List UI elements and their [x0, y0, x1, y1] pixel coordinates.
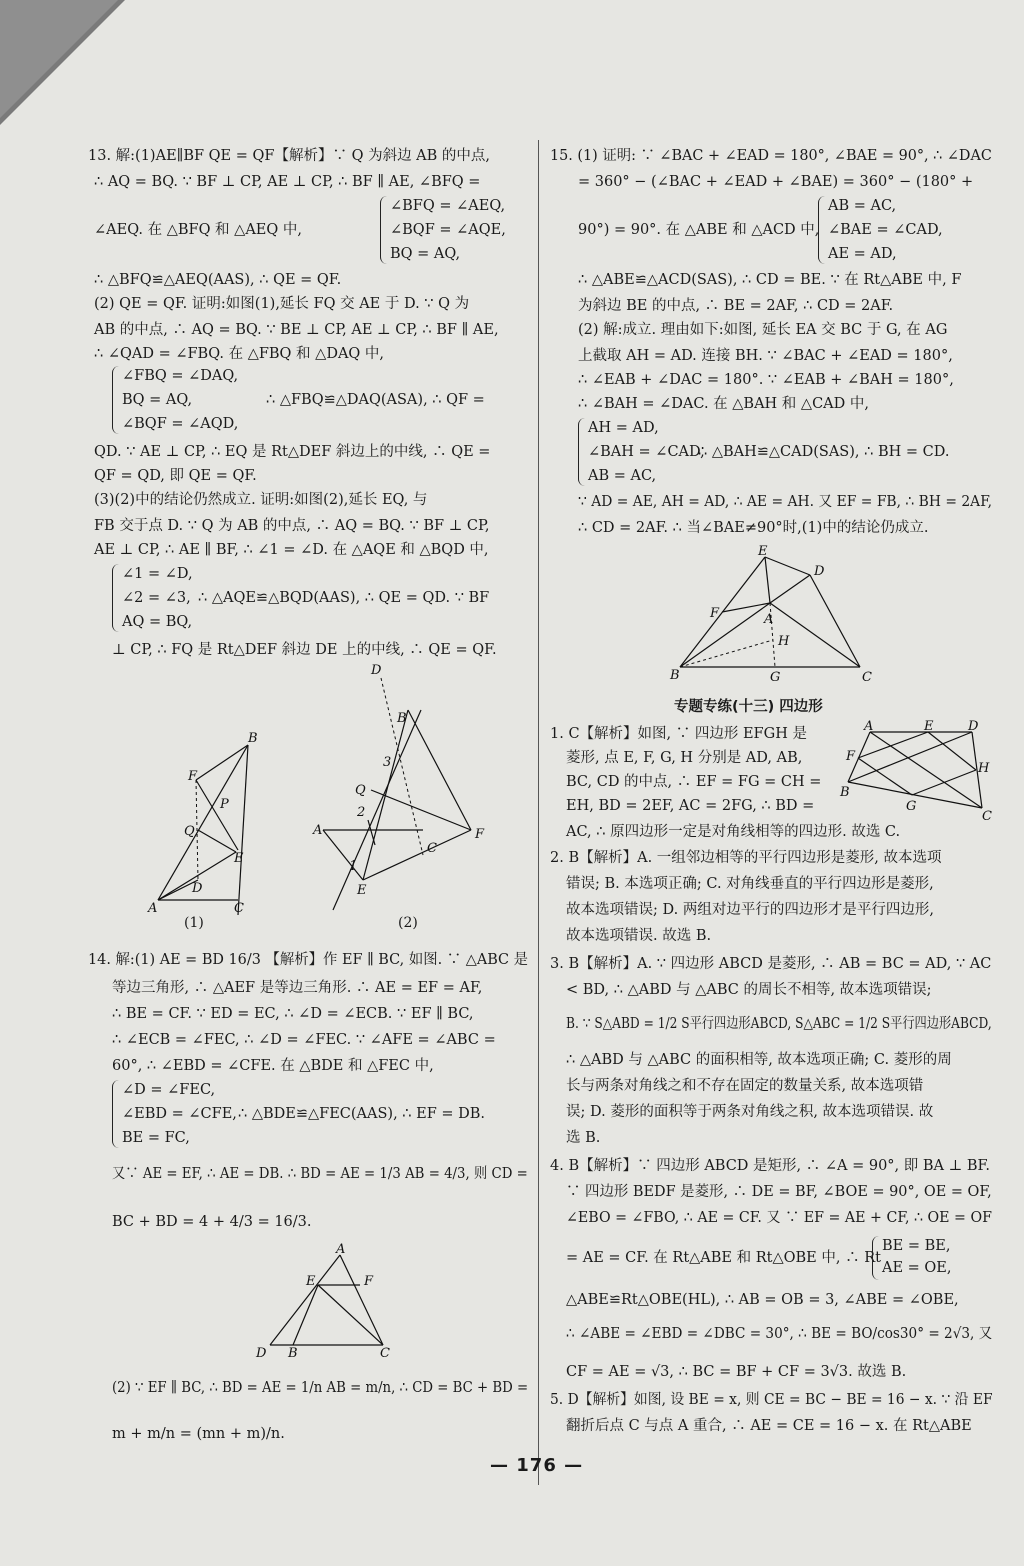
text-line: 1. C【解析】如图, ∵ 四边形 EFGH 是: [550, 726, 807, 742]
text-line: ∴ △ABE≌△ACD(SAS), ∴ CD = BE. ∵ 在 Rt△ABE 中, F: [578, 272, 962, 288]
svg-text:A: A: [148, 901, 158, 916]
brace-row: AB = AC,: [828, 198, 897, 214]
text-line: ∴ ∠QAD = ∠FBQ. 在 △FBQ 和 △DAQ 中,: [94, 346, 385, 362]
text-line: 5. D【解析】如图, 设 BE = x, 则 CE = BC − BE = 16 − x. ∵ 沿 EF: [550, 1392, 993, 1408]
text-line: (3)(2)中的结论仍然成立. 证明:如图(2),延长 EQ, 与: [94, 492, 428, 508]
text-line: ∴ BE = CF. ∵ ED = EC, ∴ ∠D = ∠ECB. ∵ EF ∥ BC,: [112, 1006, 474, 1022]
text-line: 4. B【解析】∵ 四边形 ABCD 是矩形, ∴ ∠A = 90°, 即 BA ⊥ BF.: [550, 1158, 990, 1174]
text-line: B. ∵ S△ABD = 1/2 S平行四边形ABCD, S△ABC = 1/2 S平行四边形ABCD,: [566, 1016, 992, 1032]
text-line: ∴ △ABD 与 △ABC 的面积相等, 故本选项正确; C. 菱形的周: [566, 1052, 952, 1068]
text-line: 上截取 AH = AD. 连接 BH. ∵ ∠BAC + ∠EAD = 180°,: [578, 348, 953, 364]
text-line: ∴ AQ = BQ. ∵ BF ⊥ CP, AE ⊥ CP, ∴ BF ∥ AE, ∠BFQ =: [94, 174, 481, 190]
svg-text:A: A: [764, 612, 774, 627]
svg-text:A: A: [864, 719, 874, 734]
text-line: = AE = CF. 在 Rt△ABE 和 Rt△OBE 中, ∴ Rt: [566, 1250, 881, 1266]
svg-text:C: C: [427, 841, 437, 856]
svg-text:B: B: [248, 731, 258, 746]
svg-text:1: 1: [349, 859, 358, 874]
text-line: 14. 解:(1) AE = BD 16/3 【解析】作 EF ∥ BC, 如图. ∵ △ABC 是: [88, 952, 529, 968]
svg-text:D: D: [192, 881, 203, 896]
text-line: 等边三角形, ∴ △AEF 是等边三角形. ∴ AE = EF = AF,: [112, 980, 483, 996]
equation-system: [818, 196, 968, 268]
svg-text:C: C: [380, 1346, 390, 1361]
text-line: = 360° − (∠BAC + ∠EAD + ∠BAE) = 360° − (180° +: [578, 174, 974, 190]
text-line: 13. 解:(1)AE∥BF QE = QF【解析】∵ Q 为斜边 AB 的中点,: [88, 148, 491, 164]
svg-text:G: G: [770, 670, 781, 685]
text-line: m + m/n = (mn + m)/n.: [112, 1426, 285, 1442]
text-line: ∴ △AQE≌△BQD(AAS), ∴ QE = QD. ∵ BF: [198, 590, 490, 606]
text-line: QD. ∵ AE ⊥ CP, ∴ EQ 是 Rt△DEF 斜边上的中线, ∴ QE =: [94, 444, 491, 460]
svg-text:F: F: [710, 606, 720, 621]
brace-row: ∠D = ∠FEC,: [122, 1082, 216, 1098]
svg-text:C: C: [982, 809, 992, 824]
brace-row: ∠BAE = ∠CAD,: [828, 222, 943, 238]
text-line: EH, BD = 2EF, AC = 2FG, ∴ BD =: [566, 798, 815, 814]
svg-text:B: B: [288, 1346, 298, 1361]
brace-row: AH = AD,: [588, 420, 659, 436]
text-line: ∠EBO = ∠FBO, ∴ AE = CF. 又 ∵ EF = AE + CF, ∴ OE = OF: [566, 1210, 992, 1226]
text-line: 2. B【解析】A. 一组邻边相等的平行四边形是菱形, 故本选项: [550, 850, 942, 866]
figure-1: [148, 731, 328, 920]
text-line: 90°) = 90°. 在 △ABE 和 △ACD 中,: [578, 222, 820, 238]
svg-text:E: E: [306, 1274, 316, 1289]
text-line: 翻折后点 C 与点 A 重合, ∴ AE = CE = 16 − x. 在 Rt△ABE: [566, 1418, 972, 1434]
brace-row: ∠BAH = ∠CAD,: [588, 444, 705, 460]
text-line: AE ⊥ CP, ∴ AE ∥ BF, ∴ ∠1 = ∠D. 在 △AQE 和 △BQD 中,: [94, 542, 489, 558]
text-line: 选 B.: [566, 1130, 601, 1146]
figure-2-caption: (2): [398, 915, 418, 931]
svg-text:A: A: [313, 823, 323, 838]
text-line: 又∵ AE = EF, ∴ AE = DB. ∴ BD = AE = 1/3 AB = 4/3, 则 CD =: [112, 1166, 528, 1182]
svg-text:E: E: [924, 719, 934, 734]
text-line: BC + BD = 4 + 4/3 = 16/3.: [112, 1214, 312, 1230]
svg-text:3: 3: [383, 755, 392, 770]
svg-text:D: D: [968, 719, 979, 734]
brace-row: AE = AD,: [828, 246, 897, 262]
text-line: (2) ∵ EF ∥ BC, ∴ BD = AE = 1/n AB = m/n, ∴ CD = BC + BD =: [112, 1380, 529, 1396]
svg-text:P: P: [220, 797, 229, 812]
text-line: < BD, ∴ △ABD 与 △ABC 的周长不相等, 故本选项错误;: [566, 982, 932, 998]
text-line: 3. B【解析】A. ∵ 四边形 ABCD 是菱形, ∴ AB = BC = AD, ∵ AC: [550, 956, 992, 972]
brace-row: AB = AC,: [588, 468, 657, 484]
text-line: BC, CD 的中点, ∴ EF = FG = CH =: [566, 774, 822, 790]
svg-text:Q: Q: [355, 783, 366, 798]
text-line: △ABE≌Rt△OBE(HL), ∴ AB = OB = 3, ∠ABE = ∠OBE,: [566, 1292, 959, 1308]
equation-system: [112, 366, 262, 438]
text-line: (2) 解:成立. 理由如下:如图, 延长 EA 交 BC 于 G, 在 AG: [578, 322, 948, 338]
figure-1-caption: (1): [184, 915, 204, 931]
text-line: FB 交于点 D. ∵ Q 为 AB 的中点, ∴ AQ = BQ. ∵ BF ⊥ CP,: [94, 518, 490, 534]
text-line: 60°, ∴ ∠EBD = ∠CFE. 在 △BDE 和 △FEC 中,: [112, 1058, 434, 1074]
svg-text:E: E: [234, 851, 244, 866]
brace-row: ∠1 = ∠D,: [122, 566, 193, 582]
text-line: 错误; B. 本选项正确; C. 对角线垂直的平行四边形是菱形,: [566, 876, 934, 892]
svg-text:B: B: [670, 668, 680, 683]
svg-text:A: A: [336, 1242, 346, 1257]
figure-2: [313, 663, 493, 910]
svg-text:F: F: [188, 769, 198, 784]
svg-text:C: C: [862, 670, 872, 685]
text-line: 故本选项错误. 故选 B.: [566, 928, 712, 944]
text-line: ∵ AD = AE, AH = AD, ∴ AE = AH. 又 EF = FB, ∴ BH = 2AF,: [578, 494, 993, 510]
text-line: 为斜边 BE 的中点, ∴ BE = 2AF, ∴ CD = 2AF.: [578, 298, 894, 314]
text-line: ∴ △BDE≌△FEC(AAS), ∴ EF = DB.: [238, 1106, 486, 1122]
brace-row: ∠BFQ = ∠AEQ,: [390, 198, 506, 214]
brace-row: BE = BE,: [882, 1238, 951, 1254]
text-line: ∠AEQ. 在 △BFQ 和 △AEQ 中,: [94, 222, 302, 238]
svg-text:D: D: [371, 663, 382, 678]
brace-row: ∠FBQ = ∠DAQ,: [122, 368, 239, 384]
figure-triangle: [248, 1242, 398, 1361]
svg-text:D: D: [256, 1346, 267, 1361]
text-line: ∴ △BAH≌△CAD(SAS), ∴ BH = CD.: [698, 444, 950, 460]
page-number: — 176 —: [490, 1455, 584, 1476]
svg-text:F: F: [364, 1274, 374, 1289]
text-line: ∵ 四边形 BEDF 是菱形, ∴ DE = BF, ∠BOE = 90°, OE = OF,: [566, 1184, 992, 1200]
brace-row: ∠2 = ∠3,: [122, 590, 191, 606]
text-line: (2) QE = QF. 证明:如图(1),延长 FQ 交 AE 于 D. ∵ Q 为: [94, 296, 470, 312]
text-line: ∴ ∠ABE = ∠EBD = ∠DBC = 30°, ∴ BE = BO/cos30° = 2√3, 又: [566, 1326, 993, 1342]
svg-text:B: B: [397, 711, 407, 726]
brace-row: ∠BQF = ∠AQD,: [122, 416, 239, 432]
brace-row: AE = OE,: [882, 1260, 952, 1276]
svg-text:2: 2: [357, 805, 366, 820]
text-line: ∴ △FBQ≌△DAQ(ASA), ∴ QF =: [266, 392, 485, 408]
brace-row: ∠EBD = ∠CFE,: [122, 1106, 237, 1122]
text-line: QF = QD, 即 QE = QF.: [94, 468, 257, 484]
svg-text:D: D: [814, 564, 825, 579]
text-line: ∴ CD = 2AF. ∴ 当∠BAE≠90°时,(1)中的结论仍成立.: [578, 520, 929, 536]
text-line: 故本选项错误; D. 两组对边平行的四边形才是平行四边形,: [566, 902, 934, 918]
svg-text:C: C: [234, 901, 244, 916]
figure-15: [670, 545, 890, 685]
svg-text:F: F: [846, 749, 856, 764]
brace-row: BQ = AQ,: [122, 392, 193, 408]
text-line: 菱形, 点 E, F, G, H 分别是 AD, AB,: [566, 750, 803, 766]
text-line: ∴ ∠ECB = ∠FEC, ∴ ∠D = ∠FEC. ∵ ∠AFE = ∠ABC =: [112, 1032, 496, 1048]
column-divider: [538, 140, 539, 1485]
equation-system: [872, 1236, 972, 1284]
text-line: ∴ ∠BAH = ∠DAC. 在 △BAH 和 △CAD 中,: [578, 396, 869, 412]
figure-efgh: [840, 719, 992, 824]
text-line: ⊥ CP, ∴ FQ 是 Rt△DEF 斜边 DE 上的中线, ∴ QE = QF.: [112, 642, 497, 658]
svg-text:Q: Q: [184, 824, 195, 839]
equation-system: [380, 196, 530, 268]
text-line: 15. (1) 证明: ∵ ∠BAC + ∠EAD = 180°, ∠BAE = 90°, ∴ ∠DAC: [550, 148, 992, 164]
text-line: AB 的中点, ∴ AQ = BQ. ∵ BE ⊥ CP, AE ⊥ CP, ∴ BF ∥ AE,: [94, 322, 499, 338]
svg-text:F: F: [475, 827, 485, 842]
brace-row: BQ = AQ,: [390, 246, 461, 262]
brace-row: BE = FC,: [122, 1130, 190, 1146]
text-line: CF = AE = √3, ∴ BC = BF + CF = 3√3. 故选 B.: [566, 1364, 907, 1380]
svg-text:G: G: [906, 799, 917, 814]
text-line: AC, ∴ 原四边形一定是对角线相等的四边形. 故选 C.: [566, 824, 901, 840]
text-line: 误; D. 菱形的面积等于两条对角线之积, 故本选项错误. 故: [566, 1104, 934, 1120]
svg-text:H: H: [778, 634, 790, 649]
brace-row: ∠BQF = ∠AQE,: [390, 222, 506, 238]
svg-text:B: B: [840, 785, 850, 800]
text-line: ∴ △BFQ≌△AEQ(AAS), ∴ QE = QF.: [94, 272, 342, 288]
section-title: 专题专练(十三) 四边形: [674, 699, 823, 715]
brace-row: AQ = BQ,: [122, 614, 193, 630]
text-line: ∴ ∠EAB + ∠DAC = 180°. ∵ ∠EAB + ∠BAH = 180°,: [578, 372, 954, 388]
svg-text:E: E: [758, 544, 768, 559]
text-line: 长与两条对角线之和不存在固定的数量关系, 故本选项错: [566, 1078, 924, 1094]
svg-text:E: E: [357, 883, 367, 898]
svg-text:H: H: [978, 761, 990, 776]
